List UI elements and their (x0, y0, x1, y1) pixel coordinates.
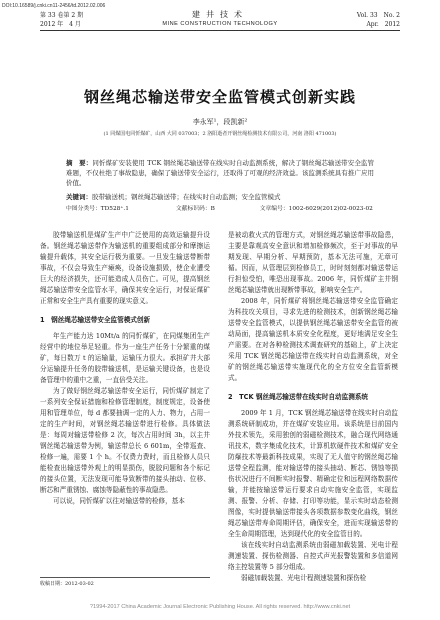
doc-code: 文献标识码：B (175, 206, 215, 212)
paragraph: 该在线实时自动监测系统由弱磁加载装置、光电计程测速装置、探伤检测器、自控式声光报警装置和多信道网络主控装置等 5 部分组成。 (228, 541, 398, 571)
volume-issue-en (357, 11, 400, 29)
journal-name-cn: 建井技术 (192, 10, 248, 19)
left-column (40, 230, 210, 507)
running-header (40, 9, 400, 31)
copyright-notice: ?1994-2017 China Academic Journal Electronic Publishing House. All rights reserved. http://www.cnki.net (89, 604, 351, 610)
keywords-text: 胶带输送机；钢丝绳芯输送带；在线实时自动监测；安全监管模式 (92, 193, 281, 201)
paragraph: 是被动救火式的管理方式，对钢丝绳芯输送带事故隐患，主要是靠观高安全意识和增加检修频次，至于对事故的早期发现、早期分析、早期预防，基本无法可施，无章可循。因而，从管理层到检修员工，时时刻刻都对输送带运行担惊受怕，唯恐出现事故。2006 年，同忻煤矿主井钢丝绳芯输送带就出现断带事故，影响安全生产。 (228, 231, 398, 294)
paragraph: 为了做好钢丝绳芯输送带安全运行，同忻煤矿制定了一系列安全保证措施和检修管理制度，制度规定，设备使用和管理单位，每 d 都要抽调一定的人力、物力，占用一定的生产时间，对钢丝绳芯输送带进行检修。具体做法是：每周对输送带检修 2 次，每次占用时间 3h，以主井钢丝绳芯输送带为例，输送带总长 6 601m，全带巡查、检修一遍，需要 1 个 h。不仅费力费时，而且检修人员只能检查出输送带外观上的明显损伤，脱胶问题和各个标记的接头位置，无法发现可能导致断带的接头抽动、位移、断芯和严重锈蚀、腐蚀等隐蔽性的事故隐患。 (40, 387, 210, 494)
keywords (66, 193, 380, 202)
paragraph: 胶带输送机是煤矿生产中广泛使用的高效运输提升设备。钢丝绳芯输送带作为输送机的重要组成部分和摩擦运输提升载体，其安全运行极为重要。一旦发生输送带断带事故，不仅会导致生产瘫痪，设备设施损毁，使企业遭受巨大的经济损失，还可能造成人员伤亡。可见，提高钢丝绳芯输送带安全监管水平，确保其安全运行，对保证煤矿正常和安全生产具有重要的现实意义。 (40, 231, 210, 305)
affiliations: (1 同煤国电同忻煤矿，山西 大同 037003；2 洛阳逝者开钢丝绳检测技术有限公司，河南 洛阳 471003) (103, 131, 337, 137)
authors: 李永军¹，段凯新² (192, 118, 248, 126)
journal-name-en: MINE CONSTRUCTION TECHNOLOGY (162, 21, 278, 27)
journal-name (40, 10, 400, 28)
paragraph: 年生产能力达 10Mt/a 的同忻煤矿，在同煤集团生产经营中的地位举足轻重。作为一座生产任务十分繁重的煤矿，每日数万 t 的运输量，运输压力很大。承担矿井大部分运输提升任务的胶带输送机，是运输关键设备，也是设备管理中的重中之重，一直倍受关注。 (40, 332, 210, 384)
paragraph: 弱磁加载装置、光电计程测速装置和探伤检 (241, 574, 367, 582)
abstract-label: 摘 要： (66, 159, 93, 167)
right-column (228, 230, 398, 584)
paper-title: 钢丝绳芯输送带安全监管模式创新实践 (83, 88, 356, 106)
clc-number: 中图分类号：TD528⁺.1 (66, 206, 129, 212)
received-date-footnote: 收稿日期：2012-03-02 (40, 577, 210, 587)
date-en: Apr. 2012 (366, 21, 400, 28)
keywords-label: 关键词： (66, 193, 92, 201)
date-cn: 2012 年 4 月 (40, 21, 81, 28)
article-number: 文章编号：1002-6029(2012)02-0023-02 (259, 206, 373, 212)
volume-number-en: Vol. 33 No. 2 (356, 12, 400, 19)
abstract (66, 158, 374, 188)
doi-text: DOI:10.16589/j.cnki.cn11-2456/td.2012.02.006 (2, 3, 106, 9)
paragraph: 2008 年，同忻煤矿将钢丝绳芯输送带安全监管确定为科技攻关项目，寻求先进的检测技术，创新钢丝绳芯输送带安全监管模式，以提供钢丝绳芯输送带安全监管的被动局面，提高输送机本质安全化程度，更好地满足安全生产需要。在对各种检测技术调查研究的基础上，矿上决定采用 TCK 钢丝绳芯输送带在线实时自动监测系统，对全矿的钢丝绳芯输送带实施现代化的全方位安全监管新模式。 (228, 297, 398, 382)
paragraph: 可以说，同忻煤矿以往对输送带的检修，基本 (53, 497, 185, 505)
section-heading-2: 2 TCK 钢丝绳芯输送带在线实时自动监测系统 (228, 393, 369, 401)
paragraph: 2009 年 1 月，TCK 钢丝绳芯输送带在线实时自动监测系统研制成功，并在煤矿安装应用。该系统是目前国内外技术领先，采用独创的弱磁检测技术，融合现代网络通讯技术，数字集成化技术，计算机软硬件技术和煤矿安全防爆技术等最新科技成果，实现了无人值守的钢丝绳芯输送带全程监测，能对输送带的接头抽动、断芯、锈蚀等损伤状况进行不间断实时报警、精确定位和远程网络数据传输，并能按输送带运行要求自动实施安全监管，实现监测、报警、分析、存储、打印等功能，显示实时动态检测图像，实时提供输送带接头各项数据参数变化曲线，钢丝绳芯输送带寿命周期评估，确保安全，进而实现输送带的全生命周期管理，达到现代化的安全监管目的。 (228, 409, 398, 538)
volume-issue-cn: 第 33 卷第 2 期 (40, 12, 84, 19)
section-heading-1: 1 钢丝绳芯输送带安全监管模式创新 (40, 316, 151, 324)
abstract-text: 同忻煤矿安装使用 TCK 钢丝绳芯输送带在线实时自动监测系统，解决了钢丝绳芯输送带安全监管难题，不仅杜绝了事故隐患，确保了输送带安全运行，还取得了可观的经济效益。该监测系统具有推广应用价值。 (66, 159, 374, 187)
article-meta (66, 205, 380, 213)
